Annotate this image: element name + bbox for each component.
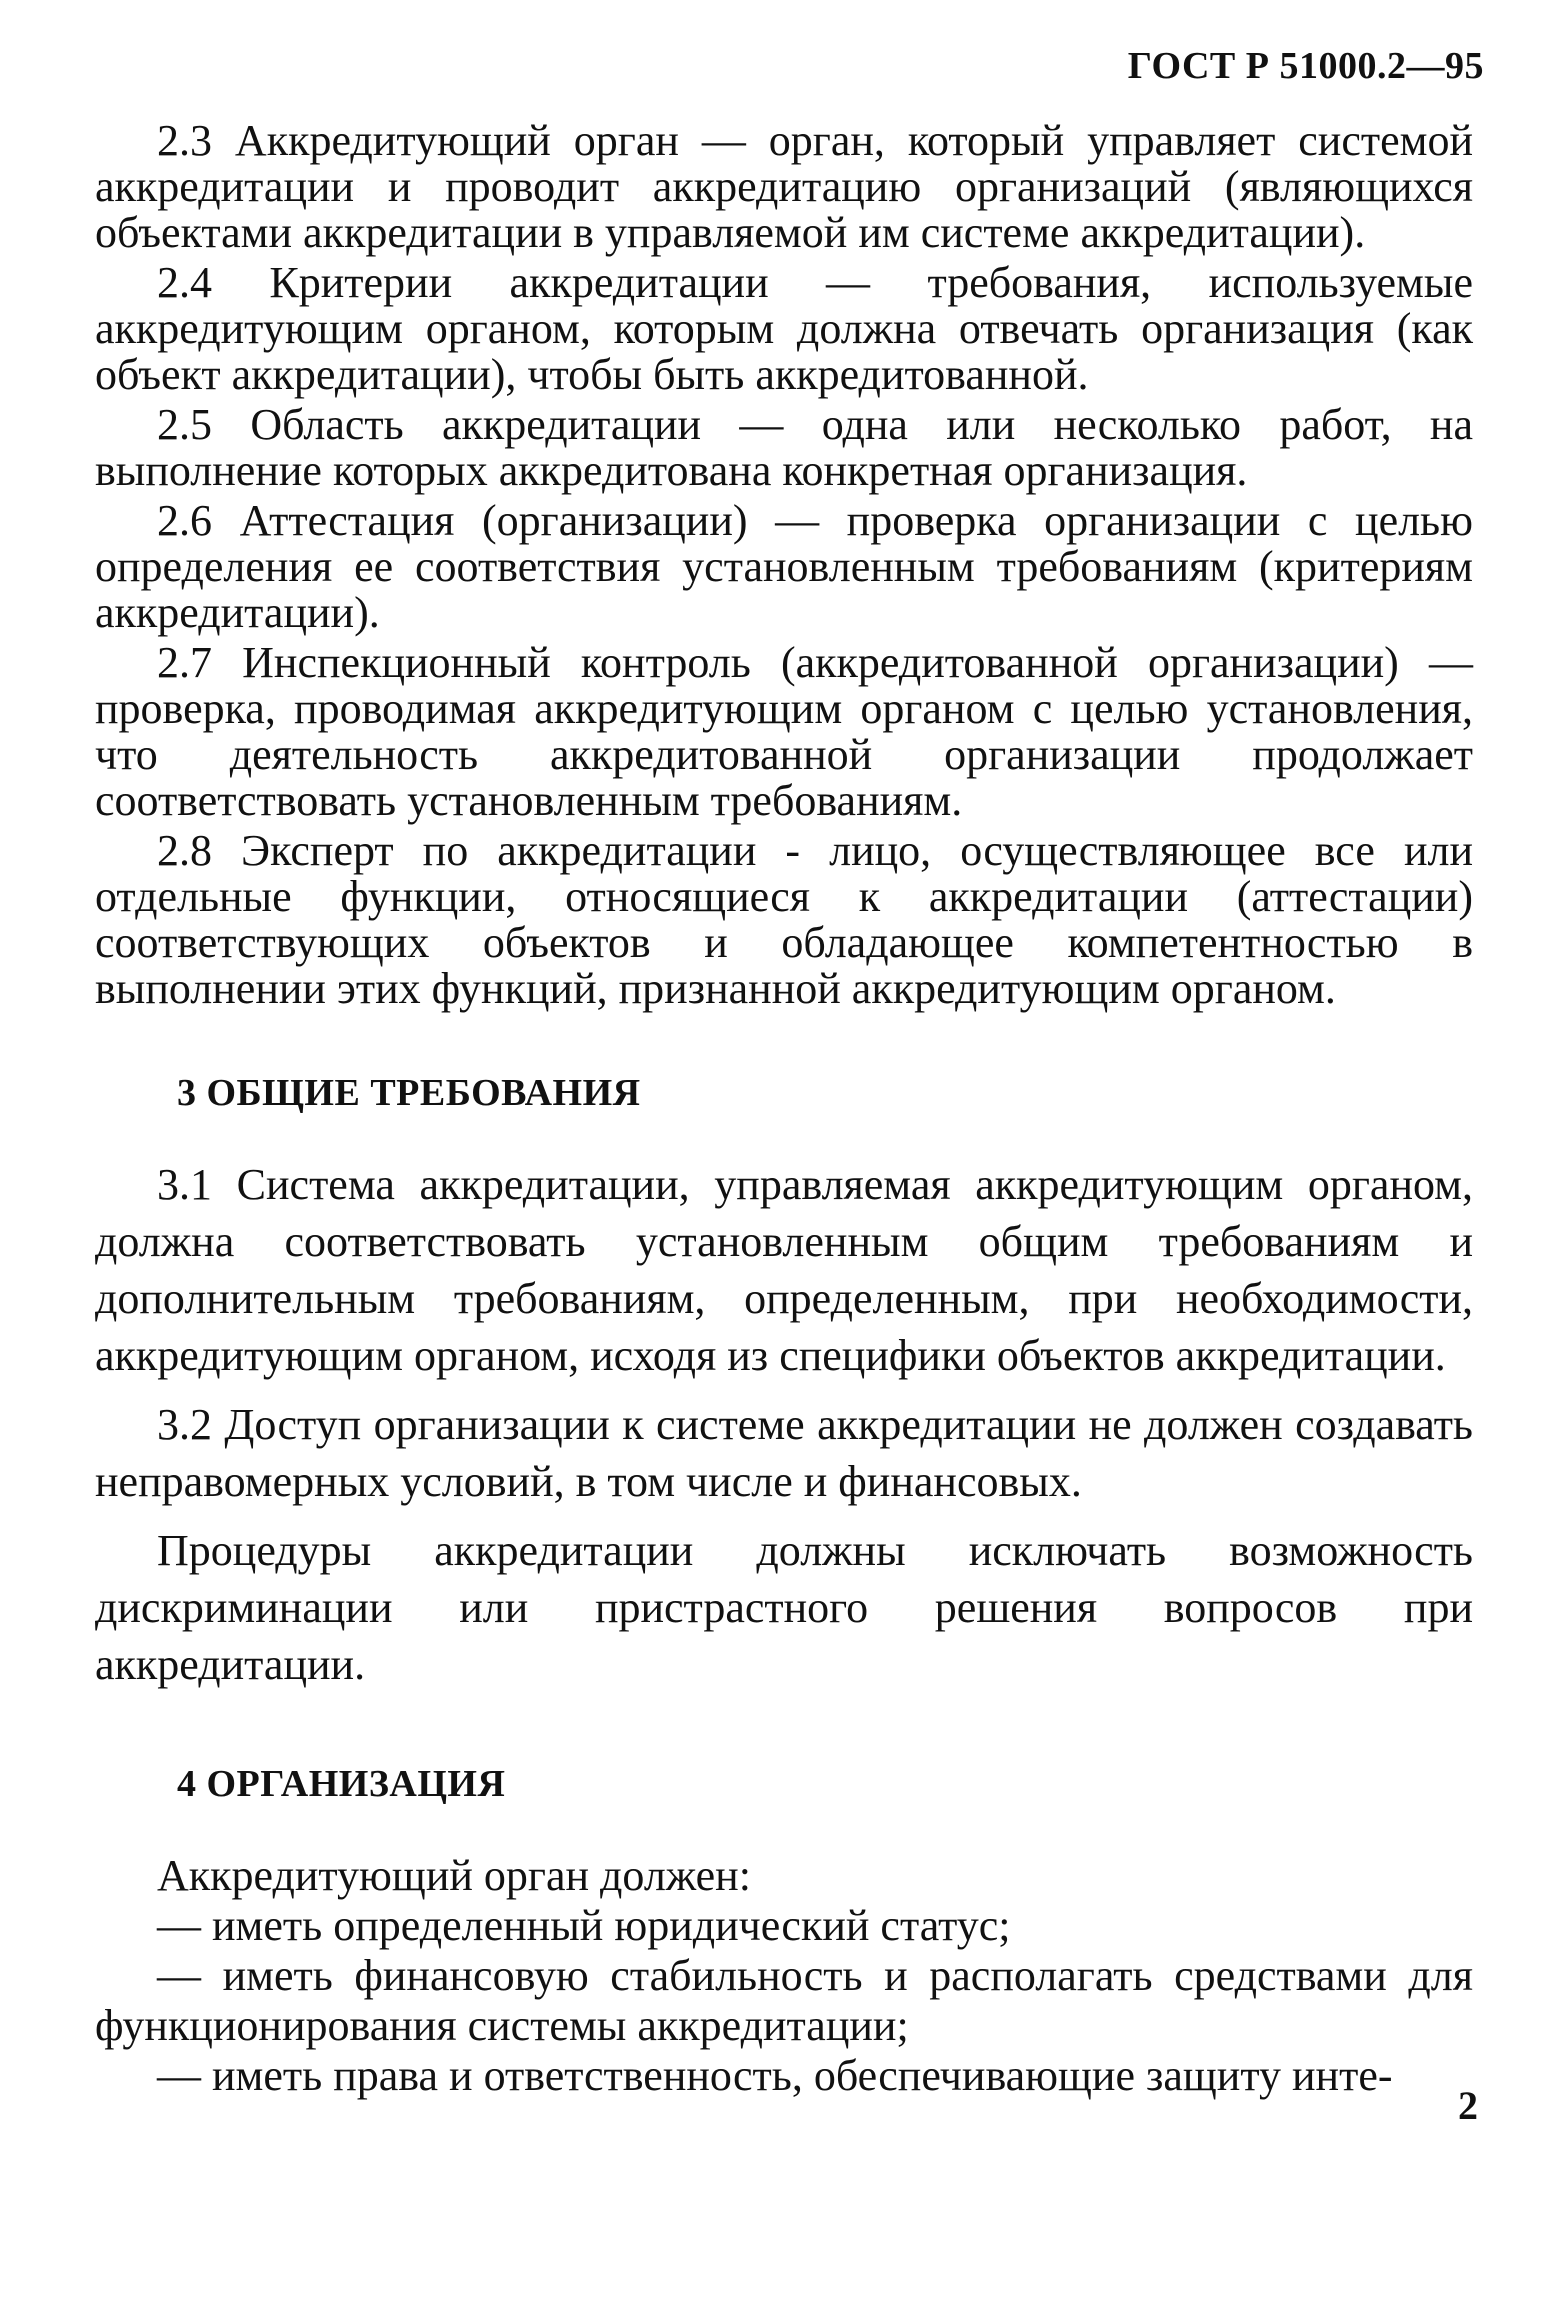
definitions-section xyxy=(95,118,1473,1012)
paragraph-3-2: 3.2 Доступ организации к системе аккредитации не должен создавать неправомерных условий, в том числе и финансовых. xyxy=(95,1400,1473,1506)
list-item-financial-stability: — иметь финансовую стабильность и располагать средствами для функционирования системы аккредитации; xyxy=(95,1951,1473,2050)
paragraph-procedures: Процедуры аккредитации должны исключать возможность дискриминации или пристрастного решения вопросов при аккредитации. xyxy=(95,1526,1473,1689)
definition-2-6: 2.6 Аттестация (организации) — проверка организации с целью определения ее соответствия установленным требованиям (критериям аккредитации). xyxy=(95,496,1473,637)
document-body xyxy=(95,118,1473,2101)
definition-2-8: 2.8 Эксперт по аккредитации - лицо, осуществляющее все или отдельные функции, относящиеся к аккредитации (аттестации) соответствующих объектов и обладающее компетентностью в выполнении этих функций, признанной аккредитующим органом. xyxy=(95,826,1473,1013)
paragraph-3-1: 3.1 Система аккредитации, управляемая аккредитующим органом, должна соответствовать установленным общим требованиям и дополнительным требованиям, определенным, при необходимости, аккредитующим органом, исходя из специфики объектов аккредитации. xyxy=(95,1160,1473,1380)
section-3-title: 3 ОБЩИЕ ТРЕБОВАНИЯ xyxy=(177,1072,641,1114)
definition-2-4: 2.4 Критерии аккредитации — требования, используемые аккредитующим органом, которым должна отвечать организация (как объект аккредитации), чтобы быть аккредитованной. xyxy=(95,258,1473,399)
list-item-rights-responsibility: — иметь права и ответственность, обеспечивающие защиту инте- xyxy=(157,2051,1393,2100)
section-4-body xyxy=(95,1851,1473,2101)
definition-2-3: 2.3 Аккредитующий орган — орган, который управляет системой аккредитации и проводит аккредитацию организаций (являющихся объектами аккредитации в управляемой им системе аккредитации). xyxy=(95,116,1473,257)
definition-2-5: 2.5 Область аккредитации — одна или несколько работ, на выполнение которых аккредитована конкретная организация. xyxy=(95,400,1473,495)
section-3-body xyxy=(95,1156,1473,1693)
paragraph-4-intro: Аккредитующий орган должен: xyxy=(157,1851,751,1900)
page-number: 2 xyxy=(1458,2083,1478,2128)
document-header-code: ГОСТ Р 51000.2—95 xyxy=(1127,45,1484,87)
section-4-title: 4 ОРГАНИЗАЦИЯ xyxy=(177,1763,506,1805)
list-item-legal-status: — иметь определенный юридический статус; xyxy=(157,1901,1011,1950)
definition-2-7: 2.7 Инспекционный контроль (аккредитованной организации) — проверка, проводимая аккредитующим органом с целью установления, что деятельность аккредитованной организации продолжает соответствовать установленным требованиям. xyxy=(95,638,1473,825)
